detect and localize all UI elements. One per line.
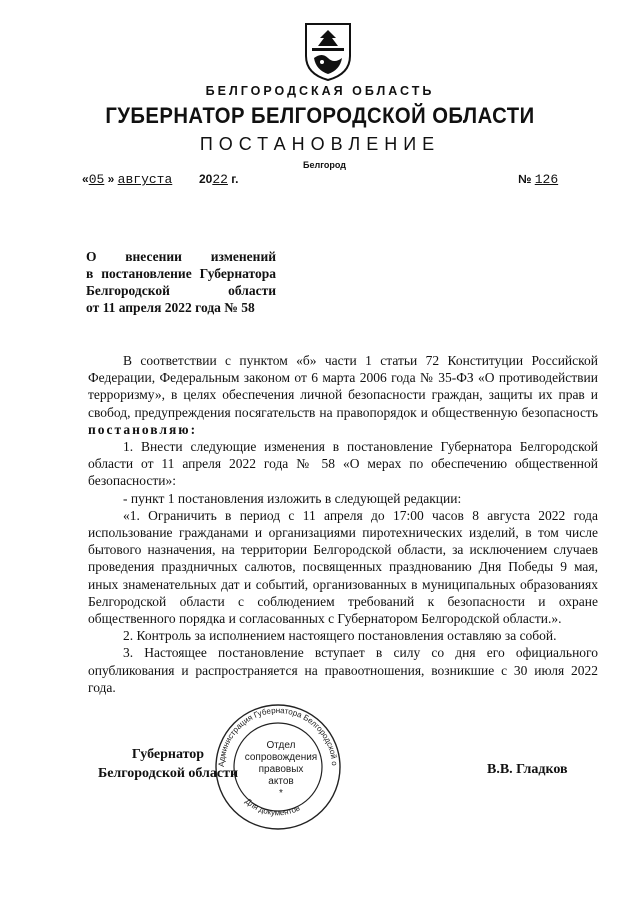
stamp-star: * — [279, 788, 283, 799]
date-day: 05 — [88, 172, 105, 187]
body-paragraph-1 — [88, 352, 598, 438]
number-value: 126 — [534, 172, 559, 187]
stamp-line-3: правовых — [258, 764, 304, 775]
date-open-quote: « — [82, 172, 89, 186]
stamp-line-2: сопровождения — [244, 752, 318, 763]
city-label: Белгород — [303, 160, 346, 170]
date-month: августа — [117, 172, 173, 187]
date-year-prefix: 20 — [198, 172, 213, 186]
date-close-quote: » — [107, 172, 115, 186]
region-heading: БЕЛГОРОДСКАЯ ОБЛАСТЬ — [205, 84, 435, 98]
resolution-keyword: постановляю: — [88, 421, 198, 437]
stamp-line-4: актов — [268, 776, 294, 787]
signatory-name: В.В. Гладков — [487, 762, 568, 777]
body-paragraph-5: 2. Контроль за исполнением настоящего постановления оставляю за собой. — [123, 628, 557, 644]
stamp-ring-text: Администрация Губернатора Белгородской о — [216, 705, 340, 768]
signatory-title-line-1: Губернатор — [131, 747, 205, 762]
body-paragraph-6: 3. Настоящее постановление вступает в силу со дня его официального опубликования и распространяется на правоотношения, возникшие с 30 июля 2022 года. — [88, 645, 598, 695]
document-type: ПОСТАНОВЛЕНИЕ — [199, 134, 441, 154]
body-paragraph-3: - пункт 1 постановления изложить в следующей редакции: — [123, 490, 462, 506]
subject-line-1: О внесении изменений — [86, 249, 276, 264]
signatory-title-line-2: Белгородской области — [97, 766, 239, 781]
stamp-ring-bottom: Для документов — [243, 796, 302, 818]
document-date — [82, 172, 238, 187]
subject-line-2: в постановление Губернатора — [86, 266, 276, 281]
document-subject — [86, 248, 276, 316]
body-paragraph-4: «1. Ограничить в период с 11 апреля до 17:00 часов 8 августа 2022 года использование гражданами и организациями пиротехнических изделий, в том числе бытового назначения, на территории Белгородской области, за исключением случаев проведения праздничных салютов, посвященных празднованию Дня Победы 9 мая, иных знаменательных дат и событий, организованных в муниципальных образованиях Белгородской области с соблюдением требований к безопасности и охране общественного порядка и согласованных с Губернатором Белгородской области.». — [88, 507, 598, 627]
document-body — [88, 352, 598, 696]
stamp-line-1: Отдел — [266, 740, 296, 751]
subject-line-3: Белгородской области — [86, 283, 276, 298]
preamble-text: В соответствии с пунктом «б» части 1 статьи 72 Конституции Российской Федерации, Федеральным законом от 6 марта 2006 года № 35-ФЗ «О противодействии терроризму», в целях обеспечения личной безопасности граждан, защиты их прав и свобод, предупреждения посягательств на правопорядок и общественную безопасность — [88, 353, 598, 420]
page-title: ГУБЕРНАТОР БЕЛГОРОДСКОЙ ОБЛАСТИ — [105, 103, 535, 128]
document-number — [518, 172, 558, 187]
coat-of-arms-icon — [302, 18, 354, 82]
signatory-title — [88, 745, 248, 783]
date-year-unit: г. — [231, 172, 239, 186]
date-year-suffix: 22 — [212, 172, 228, 187]
stamp-inner-text — [240, 740, 322, 800]
subject-line-4: от 11 апреля 2022 года № 58 — [86, 300, 255, 315]
body-paragraph-2: 1. Внести следующие изменения в постановление Губернатора Белгородской области от 11 апреля 2022 года № 58 «О мерах по обеспечению общественной безопасности»: — [88, 439, 598, 489]
number-label: № — [518, 172, 532, 186]
